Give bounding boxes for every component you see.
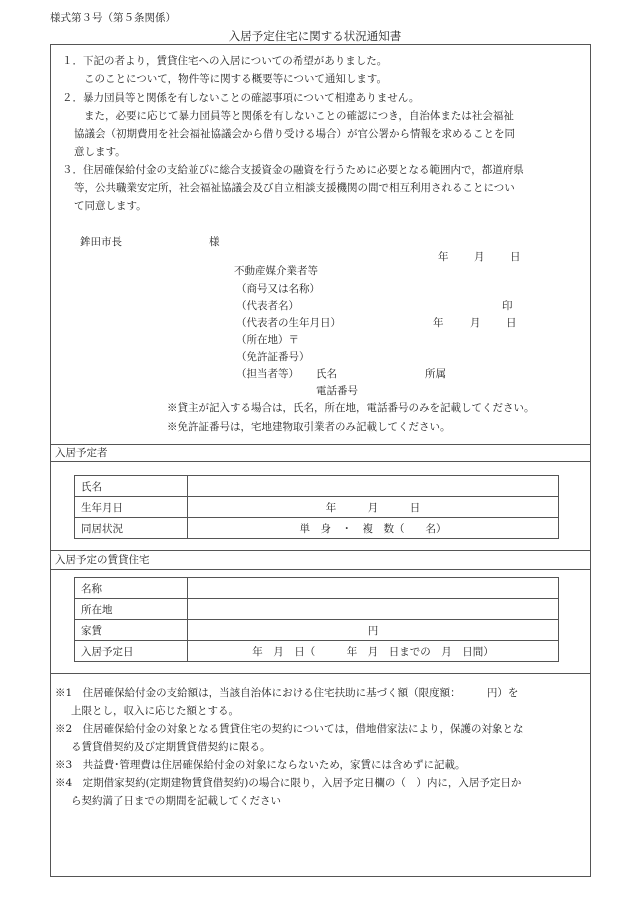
resident-birthdate-label: 生年月日 xyxy=(75,497,188,518)
broker-note-1: ※貸主が記入する場合は，氏名，所在地，電話番号のみを記載してください。 xyxy=(167,402,535,414)
seal-mark: 印 xyxy=(502,300,513,312)
housing-move-in-label: 入居予定日 xyxy=(75,641,188,662)
broker-rep-birthdate: （代表者の生年月日） xyxy=(236,317,341,329)
divider-notes-top xyxy=(50,673,591,674)
broker-staff: （担当者等） xyxy=(236,368,299,380)
form-reference: 様式第３号（第５条関係） xyxy=(50,12,176,24)
table-row xyxy=(75,599,559,620)
section-housing-label: 入居予定の賃貸住宅 xyxy=(55,554,150,566)
housing-rent-label: 家賃 xyxy=(75,620,188,641)
paragraph-1-line-2: このことについて，物件等に関する概要等について通知します。 xyxy=(84,73,388,85)
section-resident-label: 入居予定者 xyxy=(55,447,108,459)
housing-move-in-field[interactable]: 年 月 日（ 年 月 日までの 月 日間） xyxy=(188,641,559,662)
footnote-3-line-1: ※3 共益費･管理費は住居確保給付金の対象にならないため，家賃には含めずに記載。 xyxy=(55,759,466,771)
housing-address-field[interactable] xyxy=(188,599,559,620)
addressee-honorific: 様 xyxy=(209,236,220,248)
birth-day: 日 xyxy=(506,317,517,329)
resident-cohabitation-label: 同居状況 xyxy=(75,518,188,539)
divider-resident-top xyxy=(50,444,591,445)
table-row xyxy=(75,497,559,518)
footnote-4-line-1: ※4 定期借家契約(定期建物賃貸借契約)の場合に限り，入居予定日欄の（ ）内に，入居予定日か xyxy=(55,777,522,789)
broker-trade-name: （商号又は名称） xyxy=(236,283,320,295)
table-row xyxy=(75,578,559,599)
footnotes xyxy=(55,684,523,810)
paragraph-3-line-3: て同意します。 xyxy=(74,200,147,212)
housing-rent-field[interactable]: 円 xyxy=(188,620,559,641)
paragraph-3 xyxy=(62,161,524,215)
broker-note-2: ※免許証番号は，宅地建物取引業者のみ記載してください。 xyxy=(167,421,451,433)
paragraph-3-line-2: 等，公共職業安定所，社会福祉協議会及び自立相談支援機関の間で相互利用されることについ xyxy=(74,182,515,194)
broker-representative: （代表者名） xyxy=(236,300,299,312)
table-row xyxy=(75,641,559,662)
date-year: 年 xyxy=(438,251,449,263)
footnote-1-line-1: ※1 住居確保給付金の支給額は，当該自治体における住宅扶助に基づく額（限度額： 円）を xyxy=(55,687,519,699)
paragraph-2-line-2: また，必要に応じて暴力団員等と関係を有しないことの確認につき，自治体または社会福祉 xyxy=(84,110,514,122)
paragraph-1-line-1: １．下記の者より，賃貸住宅への入居についての希望がありました。 xyxy=(62,55,388,67)
date-day: 日 xyxy=(510,251,521,263)
paragraph-2-line-3: 協議会（初期費用を社会福祉協議会から借り受ける場合）が官公署から情報を求めることを同 xyxy=(74,128,515,140)
document-title: 入居予定住宅に関する状況通知書 xyxy=(228,29,402,43)
broker-address: （所在地）〒 xyxy=(236,334,299,346)
divider-resident-label xyxy=(50,461,591,462)
resident-name-field[interactable] xyxy=(188,476,559,497)
paragraph-3-line-1: ３．住居確保給付金の支給並びに総合支援資金の融資を行うために必要となる範囲内で，都道府県 xyxy=(62,164,524,176)
footnote-1-line-2: 上限とし，収入に応じた額とする。 xyxy=(71,705,239,717)
paragraph-2 xyxy=(62,89,515,161)
resident-name-label: 氏名 xyxy=(75,476,188,497)
date-month: 月 xyxy=(474,251,485,263)
paragraph-2-line-1: ２．暴力団員等と関係を有しないことの確認事項について相違ありません。 xyxy=(62,92,420,104)
resident-birthdate-field[interactable]: 年 月 日 xyxy=(188,497,559,518)
broker-heading: 不動産媒介業者等 xyxy=(234,265,318,277)
divider-housing-top xyxy=(50,550,591,551)
paragraph-1 xyxy=(62,52,387,88)
housing-address-label: 所在地 xyxy=(75,599,188,620)
birth-month: 月 xyxy=(470,317,481,329)
staff-name-label: 氏名 xyxy=(316,368,337,380)
footnote-2-line-2: る賃貸借契約及び定期賃貸借契約に限る。 xyxy=(71,741,271,753)
footnote-4-line-2: ら契約満了日までの期間を記載してください xyxy=(71,795,281,807)
staff-dept-label: 所属 xyxy=(425,368,446,380)
birth-year: 年 xyxy=(433,317,444,329)
staff-phone-label: 電話番号 xyxy=(316,385,358,397)
footnote-2-line-1: ※2 住居確保給付金の対象となる賃貸住宅の契約については，借地借家法により，保護の対象とな xyxy=(55,723,524,735)
addressee-name: 鉾田市長 xyxy=(80,236,122,248)
table-row xyxy=(75,620,559,641)
resident-table xyxy=(74,475,559,539)
housing-table xyxy=(74,577,559,662)
housing-name-field[interactable] xyxy=(188,578,559,599)
paragraph-2-line-4: 意します。 xyxy=(74,146,126,158)
table-row xyxy=(75,476,559,497)
resident-cohabitation-field[interactable]: 単 身 ・ 複 数（ 名） xyxy=(188,518,559,539)
housing-name-label: 名称 xyxy=(75,578,188,599)
divider-housing-label xyxy=(50,569,591,570)
table-row xyxy=(75,518,559,539)
broker-license: （免許証番号） xyxy=(236,351,310,363)
